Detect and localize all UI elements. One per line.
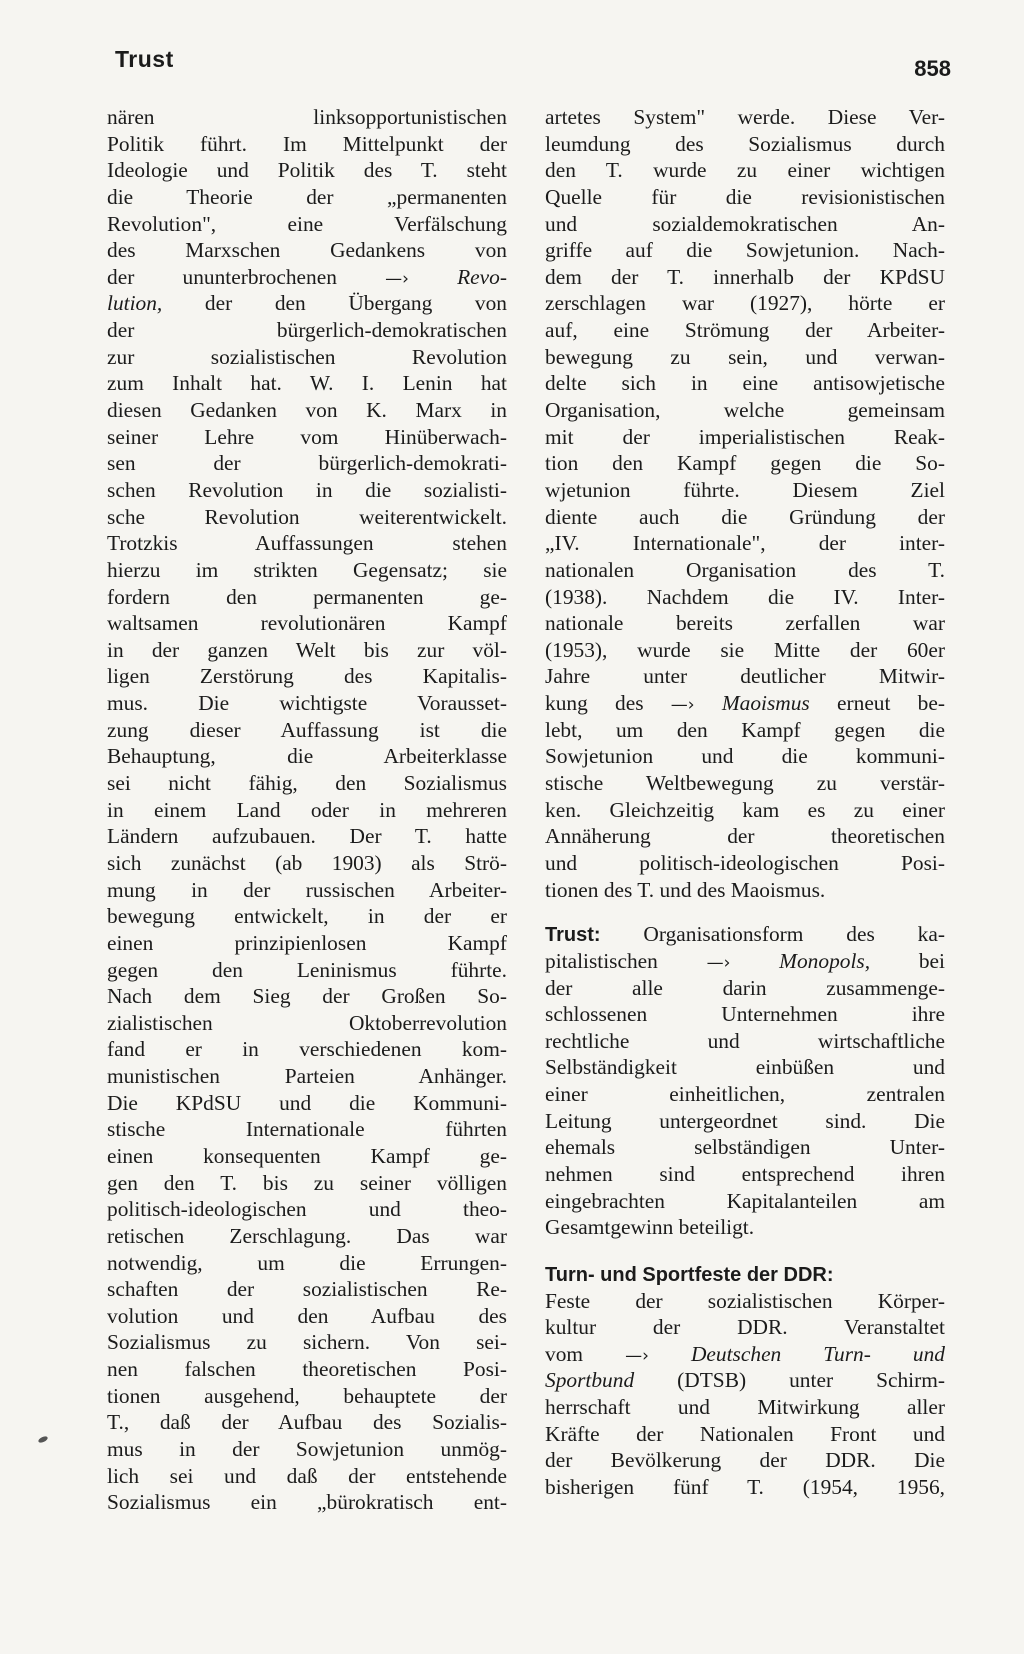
text-fragment: erneut be- [837,691,945,716]
page-number: 858 [914,56,951,81]
text-line: tionen ausgehend, behauptete der [107,1383,507,1408]
entry-separator [545,1241,945,1261]
cross-reference-arrow-icon: —› [625,1345,649,1366]
text-line: einer einheitlichen, zentralen [545,1082,945,1107]
cross-reference-link[interactable]: Sportbund [545,1368,635,1393]
text-line: bewegung entwickelt, in der er [107,904,507,929]
cross-reference-arrow-icon: —› [385,268,409,289]
text-line: Ideologie und Politik des T. steht [107,158,507,183]
text-line: fand er in verschiedenen kom- [107,1037,507,1062]
text-line: schen Revolution in die sozialisti- [107,477,507,502]
text-line: schlossenen Unternehmen ihre [545,1002,945,1027]
text-line: artetes System" werde. Diese Ver- [545,105,945,129]
text-line: der Bevölkerung der DDR. Die [545,1448,945,1473]
text-line: Gesamtgewinn beteiligt. [545,1215,755,1240]
text-line: Selbständigkeit einbüßen und [545,1055,945,1080]
cross-reference-link[interactable]: Revo- [457,264,507,289]
text-line: gen den T. bis zu seiner völligen [107,1170,507,1195]
text-line: Sozialismus ein „bürokratisch ent- [107,1490,507,1515]
text-line: sche Revolution weiterentwickelt. [107,504,507,529]
text-line [545,1367,945,1394]
text-line: diente auch die Gründung der [545,504,945,529]
running-head-keyword: Trust [115,46,174,72]
text-line: leumdung des Sozialismus durch [545,131,945,156]
text-line [107,290,507,317]
text-line: (1938). Nachdem die IV. Inter- [545,584,945,609]
entry-headword: Trust: [545,924,601,947]
text-line: der alle darin zusammenge- [545,975,945,1000]
text-line: griffe auf die Sowjetunion. Nach- [545,238,945,263]
text-line: Revolution", eine Verfälschung [107,211,507,236]
text-line: in einem Land oder in mehreren [107,797,507,822]
text-line: nationalen Organisation des T. [545,557,945,582]
text-line: sei nicht fähig, den Sozialismus [107,771,507,796]
text-line: den T. wurde zu einer wichtigen [545,158,945,183]
text-line: bewegung zu sein, und verwan- [545,344,945,369]
text-line: mit der imperialistischen Reak- [545,424,945,449]
text-line: politisch-ideologischen und theo- [107,1197,507,1222]
text-line: nären linksopportunistischen [107,105,507,129]
text-line: notwendig, um die Errungen- [107,1250,507,1275]
text-line: Trotzkis Auffassungen stehen [107,531,507,556]
text-line: und politisch-ideologischen Posi- [545,850,945,875]
text-line: nen falschen theoretischen Posi- [107,1357,507,1382]
text-line: des Marxschen Gedankens von [107,238,507,263]
cross-reference-link[interactable]: lution, [107,291,163,316]
text-line: stische Weltbewegung zu verstär- [545,771,945,796]
text-fragment: kung des [545,691,644,716]
text-line: eingebrachten Kapitalanteilen am [545,1188,945,1213]
text-fragment: der den Übergang von [204,291,507,316]
text-line: Ländern aufzubauen. Der T. hatte [107,824,507,849]
left-column [107,104,507,1516]
text-line: retischen Zerschlagung. Das war [107,1223,507,1248]
text-fragment: bei [918,948,945,973]
text-line: rechtliche und wirtschaftliche [545,1028,945,1053]
text-line: Die KPdSU und die Kommuni- [107,1090,507,1115]
text-line: gegen den Leninismus führte. [107,957,507,982]
text-line: hierzu im strikten Gegensatz; sie [107,557,507,582]
text-line: auf, eine Strömung der Arbeiter- [545,318,945,343]
text-line: in der ganzen Welt bis zur völ- [107,637,507,662]
text-line: Politik führt. Im Mittelpunkt der [107,131,507,156]
text-line: Organisation, welche gemeinsam [545,398,945,423]
text-line: ligen Zerstörung des Kapitalis- [107,664,507,689]
text-line: Nach dem Sieg der Großen So- [107,984,507,1009]
text-line [545,948,945,975]
text-line: zur sozialistischen Revolution [107,344,507,369]
text-line: der bürgerlich-demokratischen [107,318,507,343]
text-line: Feste der sozialistischen Körper- [545,1288,945,1313]
text-line: stische Internationale führten [107,1117,507,1142]
text-line: mus. Die wichtigste Vorausset- [107,691,507,716]
cross-reference-link[interactable]: Deutschen Turn- und [690,1341,945,1366]
right-column [545,104,945,1501]
text-line: sen der bürgerlich-demokrati- [107,451,507,476]
text-line: sich zunächst (ab 1903) als Strö- [107,850,507,875]
text-line [545,1341,945,1368]
text-line: Jahre unter deutlicher Mitwir- [545,664,945,689]
text-line: Leitung untergeordnet sind. Die [545,1108,945,1133]
text-line: Kräfte der Nationalen Front und [545,1421,945,1446]
text-line: kultur der DDR. Veranstaltet [545,1315,945,1340]
text-line: mung in der russischen Arbeiter- [107,877,507,902]
text-fragment: (DTSB) unter Schirm- [677,1368,945,1393]
text-line: delte sich in eine antisowjetische [545,371,945,396]
text-line: waltsamen revolutionären Kampf [107,611,507,636]
text-line: fordern den permanenten ge- [107,584,507,609]
text-line: diesen Gedanken von K. Marx in [107,398,507,423]
text-line: ken. Gleichzeitig kam es zu einer [545,797,945,822]
text-line: Annäherung der theoretischen [545,824,945,849]
entry-separator [545,903,945,921]
text-fragment: vom [545,1341,584,1366]
text-line: T., daß der Aufbau des Sozialis- [107,1410,507,1435]
ink-speck [37,1435,48,1444]
text-line: lebt, um den Kampf gegen die [545,717,945,742]
text-line: munistischen Parteien Anhänger. [107,1064,507,1089]
text-line: Sozialismus zu sichern. Von sei- [107,1330,507,1355]
text-line: zung dieser Auffassung ist die [107,717,507,742]
text-line: schaften der sozialistischen Re- [107,1277,507,1302]
text-line: Quelle für die revisionistischen [545,184,945,209]
text-line: herrschaft und Mitwirkung aller [545,1395,945,1420]
text-line: volution und den Aufbau des [107,1303,507,1328]
cross-reference-link[interactable]: Monopols, [779,948,871,973]
text-line: seiner Lehre vom Hinüberwach- [107,424,507,449]
text-line: bisherigen fünf T. (1954, 1956, [545,1475,945,1500]
text-line: tion den Kampf gegen die So- [545,451,945,476]
text-line [545,921,945,948]
text-line: und sozialdemokratischen An- [545,211,945,236]
text-line: lich sei und daß der entstehende [107,1463,507,1488]
text-line: wjetunion führte. Diesem Ziel [545,477,945,502]
text-line: tionen des T. und des Maoismus. [545,877,826,902]
text-line: Behauptung, die Arbeiterklasse [107,744,507,769]
cross-reference-arrow-icon: —› [706,952,731,973]
text-line [107,264,507,291]
text-line [545,1261,945,1288]
text-line: nationale bereits zerfallen war [545,611,945,636]
text-fragment: der ununterbrochenen [107,264,337,289]
text-line: zum Inhalt hat. W. I. Lenin hat [107,371,507,396]
text-line: nehmen sind entsprechend ihren [545,1161,945,1186]
text-line: einen konsequenten Kampf ge- [107,1143,507,1168]
text-line [545,690,945,717]
text-line: ehemals selbständigen Unter- [545,1135,945,1160]
text-line: zialistischen Oktoberrevolution [107,1010,507,1035]
text-line: die Theorie der „permanenten [107,184,507,209]
entry-headword: Turn- und Sportfeste der DDR: [545,1263,834,1286]
text-fragment: Organisationsform des ka- [643,922,945,947]
cross-reference-link[interactable]: Maoismus [721,691,810,716]
text-line: (1953), wurde sie Mitte der 60er [545,637,945,662]
cross-reference-arrow-icon: —› [670,695,695,716]
text-line: dem der T. innerhalb der KPdSU [545,264,945,289]
text-line: einen prinzipienlosen Kampf [107,930,507,955]
text-line: „IV. Internationale", der inter- [545,531,945,556]
text-fragment: pitalistischen [545,948,658,973]
text-line: zerschlagen war (1927), hörte er [545,291,945,316]
text-line: Sowjetunion und die kommuni- [545,744,945,769]
text-line: mus in der Sowjetunion unmög- [107,1437,507,1462]
